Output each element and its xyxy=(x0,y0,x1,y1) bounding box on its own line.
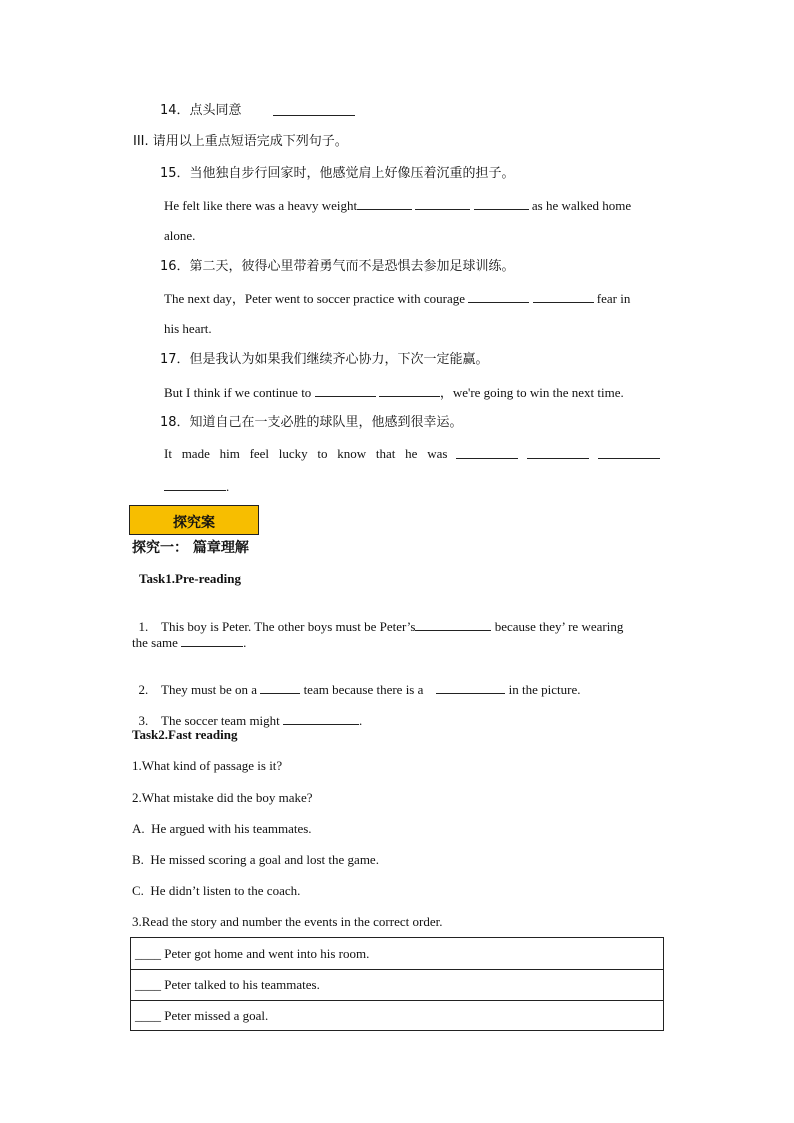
answer-blank-t1-1b[interactable] xyxy=(181,634,243,647)
answer-blank-t1-2b[interactable] xyxy=(436,681,505,694)
table-row[interactable] xyxy=(131,969,663,1001)
task-1-item-2: 2. They must be on a team because there is a in the picture. xyxy=(138,682,581,697)
answer-blank-t1-1a[interactable] xyxy=(415,618,491,631)
answer-blank-t1-3[interactable] xyxy=(283,712,359,725)
event-text: ____ Peter missed a goal. xyxy=(135,1008,269,1023)
question-17-chinese: 17．但是我认为如果我们继续齐心协力，下次一定能赢。 xyxy=(160,352,489,367)
question-14 xyxy=(160,103,242,119)
explore-1-title: 探究一： 篇章理解 xyxy=(132,540,249,556)
question-14-text: 14．点头同意 xyxy=(160,103,242,118)
task-2-option-c[interactable]: C. He didn’t listen to the coach. xyxy=(132,883,301,898)
answer-blank-15c[interactable] xyxy=(474,197,529,210)
event-order-table xyxy=(130,937,664,1031)
tanjiu-header-box xyxy=(129,505,259,535)
answer-blank-17a[interactable] xyxy=(315,384,376,397)
question-17-english: But I think if we continue to ，we're going to win the next time. xyxy=(164,385,624,400)
answer-blank-16b[interactable] xyxy=(533,290,594,303)
answer-blank-15b[interactable] xyxy=(415,197,470,210)
task-2-question-2: 2.What mistake did the boy make? xyxy=(132,790,313,805)
question-15-english-cont: alone. xyxy=(164,228,196,243)
question-18-english: It made him feel lucky to know that he was xyxy=(164,446,448,461)
answer-blank-18c[interactable] xyxy=(598,446,660,459)
task-2-option-a[interactable]: A. He argued with his teammates. xyxy=(132,821,312,836)
question-15-chinese: 15．当他独自步行回家时，他感觉肩上好像压着沉重的担子。 xyxy=(160,166,515,181)
answer-blank-18b[interactable] xyxy=(527,446,589,459)
task-1-item-1-cont: the same . xyxy=(132,635,247,650)
answer-blank-14[interactable] xyxy=(273,103,355,116)
task-1-item-3: 3. The soccer team might . xyxy=(138,713,363,728)
task-1-item-1: 1. This boy is Peter. The other boys must be Peter’s because they’ re wearing xyxy=(138,619,624,634)
event-text: ____ Peter talked to his teammates. xyxy=(135,977,320,992)
answer-blank-t1-2a[interactable] xyxy=(260,681,300,694)
answer-blank-16a[interactable] xyxy=(468,290,529,303)
task-2-question-3: 3.Read the story and number the events in the correct order. xyxy=(132,914,443,929)
task-2-question-1: 1.What kind of passage is it? xyxy=(132,758,283,773)
question-18-english-cont: . xyxy=(164,478,229,495)
answer-blank-18d[interactable] xyxy=(164,478,226,491)
answer-blank-18a[interactable] xyxy=(456,446,518,459)
question-16-english: The next day，Peter went to soccer practice with courage fear in xyxy=(164,291,631,306)
section-3-instruction: III. 请用以上重点短语完成下列句子。 xyxy=(133,134,348,149)
event-text: ____ Peter got home and went into his room. xyxy=(135,946,370,961)
question-15-english: He felt like there was a heavy weight as he walked home xyxy=(164,198,632,213)
question-16-english-cont: his heart. xyxy=(164,321,212,336)
question-16-chinese: 16．第二天，彼得心里带着勇气而不是恐惧去参加足球训练。 xyxy=(160,259,515,274)
answer-blank-17b[interactable] xyxy=(379,384,440,397)
table-row[interactable] xyxy=(131,1000,663,1031)
task-1-title: Task1.Pre-reading xyxy=(139,571,241,586)
task-2-option-b[interactable]: B. He missed scoring a goal and lost the game. xyxy=(132,852,379,867)
table-row[interactable] xyxy=(131,938,663,970)
answer-blank-15a[interactable] xyxy=(357,197,412,210)
question-18-chinese: 18．知道自己在一支必胜的球队里，他感到很幸运。 xyxy=(160,415,463,430)
tanjiu-label: 探究案 xyxy=(173,515,215,531)
task-2-title: Task2.Fast reading xyxy=(132,727,238,742)
